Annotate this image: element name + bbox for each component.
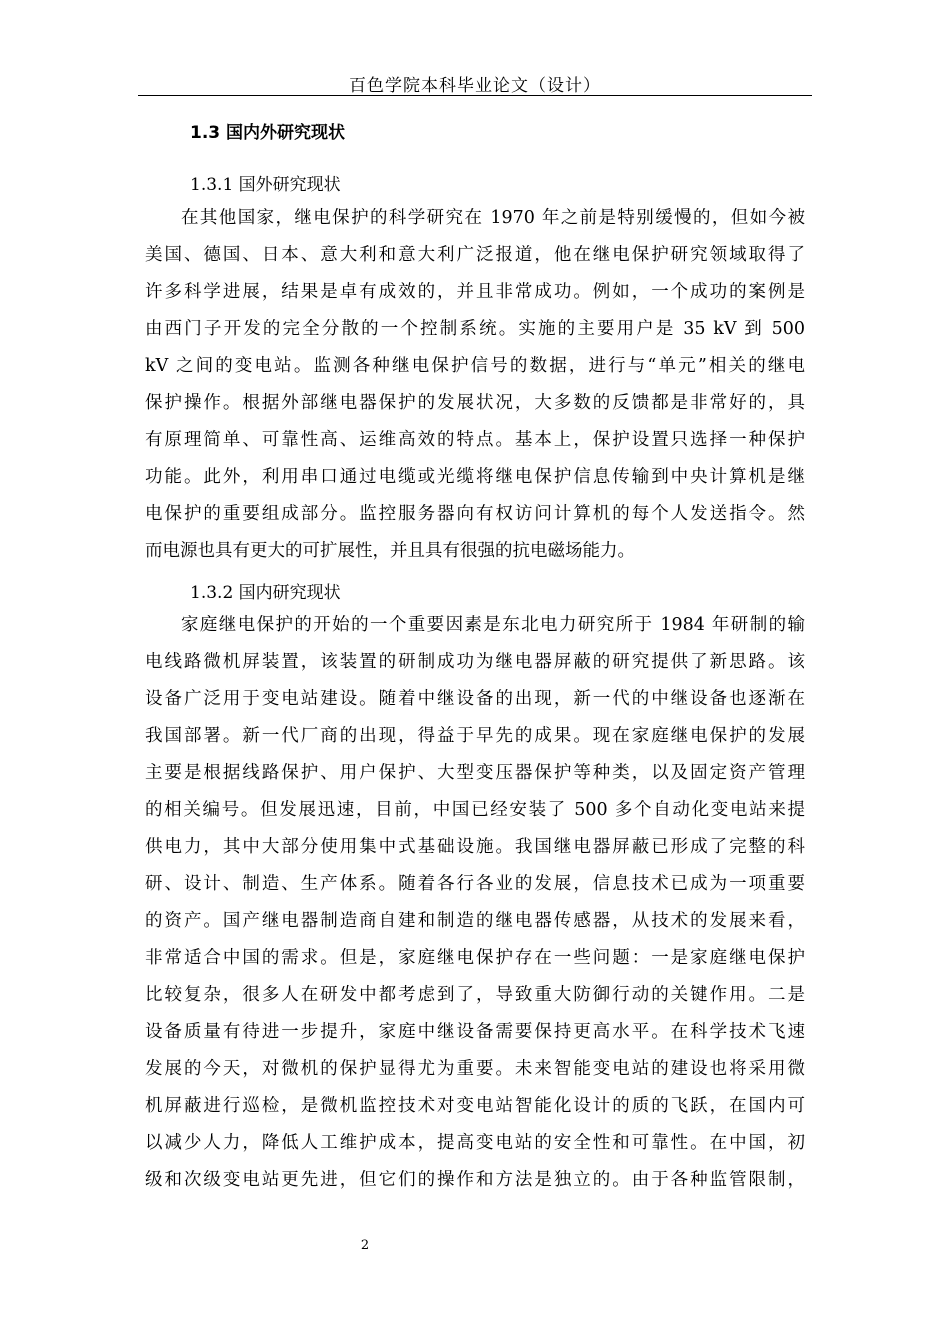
paragraph-line: 设备质量有待进一步提升，家庭中继设备需要保持更高水平。在科学技术飞速 (145, 1022, 805, 1042)
subsection-heading-foreign: 1.3.1 国外研究现状 (190, 175, 341, 195)
paragraph-line: 而电源也具有更大的可扩展性，并且具有很强的抗电磁场能力。 (145, 541, 635, 561)
paragraph-line: 机屏蔽进行巡检，是微机监控技术对变电站智能化设计的质的飞跃，在国内可 (145, 1096, 805, 1116)
paragraph-line: 家庭继电保护的开始的一个重要因素是东北电力研究所于 1984 年研制的输 (181, 615, 805, 635)
paragraph-line: kV 之间的变电站。监测各种继电保护信号的数据，进行与“单元”相关的继电 (145, 356, 805, 376)
paragraph-line: 有原理简单、可靠性高、运维高效的特点。基本上，保护设置只选择一种保护 (145, 430, 805, 450)
paragraph-line: 电保护的重要组成部分。监控服务器向有权访问计算机的每个人发送指令。然 (145, 504, 805, 524)
paragraph-line: 设备广泛用于变电站建设。随着中继设备的出现，新一代的中继设备也逐渐在 (145, 689, 805, 709)
paragraph-line: 的资产。国产继电器制造商自建和制造的继电器传感器，从技术的发展来看， (145, 911, 805, 931)
paragraph-line: 电线路微机屏装置，该装置的研制成功为继电器屏蔽的研究提供了新思路。该 (145, 652, 805, 672)
paragraph-line: 的相关编号。但发展迅速，目前，中国已经安装了 500 多个自动化变电站来提 (145, 800, 805, 820)
paragraph-line: 非常适合中国的需求。但是，家庭继电保护存在一些问题：一是家庭继电保护 (145, 948, 805, 968)
paragraph-line: 许多科学进展，结果是卓有成效的，并且非常成功。例如，一个成功的案例是 (145, 282, 805, 302)
paragraph-line: 功能。此外，利用串口通过电缆或光缆将继电保护信息传输到中央计算机是继 (145, 467, 805, 487)
paragraph-line: 保护操作。根据外部继电器保护的发展状况，大多数的反馈都是非常好的，具 (145, 393, 805, 413)
page-number: 2 (360, 1238, 370, 1253)
paragraph-line: 发展的今天，对微机的保护显得尤为重要。未来智能变电站的建设也将采用微 (145, 1059, 805, 1079)
paragraph-line: 由西门子开发的完全分散的一个控制系统。实施的主要用户是 35 kV 到 500 (145, 319, 805, 339)
paragraph-line: 比较复杂，很多人在研发中都考虑到了，导致重大防御行动的关键作用。二是 (145, 985, 805, 1005)
paragraph-line: 在其他国家，继电保护的科学研究在 1970 年之前是特别缓慢的，但如今被 (181, 208, 805, 228)
paragraph-line: 以减少人力，降低人工维护成本，提高变电站的安全性和可靠性。在中国，初 (145, 1133, 805, 1153)
paragraph-line: 我国部署。新一代厂商的出现，得益于早先的成果。现在家庭继电保护的发展 (145, 726, 805, 746)
paragraph-line: 研、设计、制造、生产体系。随着各行各业的发展，信息技术已成为一项重要 (145, 874, 805, 894)
paragraph-line: 主要是根据线路保护、用户保护、大型变压器保护等种类，以及固定资产管理 (145, 763, 805, 783)
paragraph-line: 美国、德国、日本、意大利和意大利广泛报道，他在继电保护研究领域取得了 (145, 245, 805, 265)
page-header-title: 百色学院本科毕业论文（设计） (349, 76, 601, 96)
paragraph-line: 级和次级变电站更先进，但它们的操作和方法是独立的。由于各种监管限制， (145, 1170, 805, 1190)
paragraph-line: 供电力，其中大部分使用集中式基础设施。我国继电器屏蔽已形成了完整的科 (145, 837, 805, 857)
section-heading: 1.3 国内外研究现状 (190, 123, 346, 143)
subsection-heading-domestic: 1.3.2 国内研究现状 (190, 583, 341, 603)
header-divider (138, 95, 812, 96)
